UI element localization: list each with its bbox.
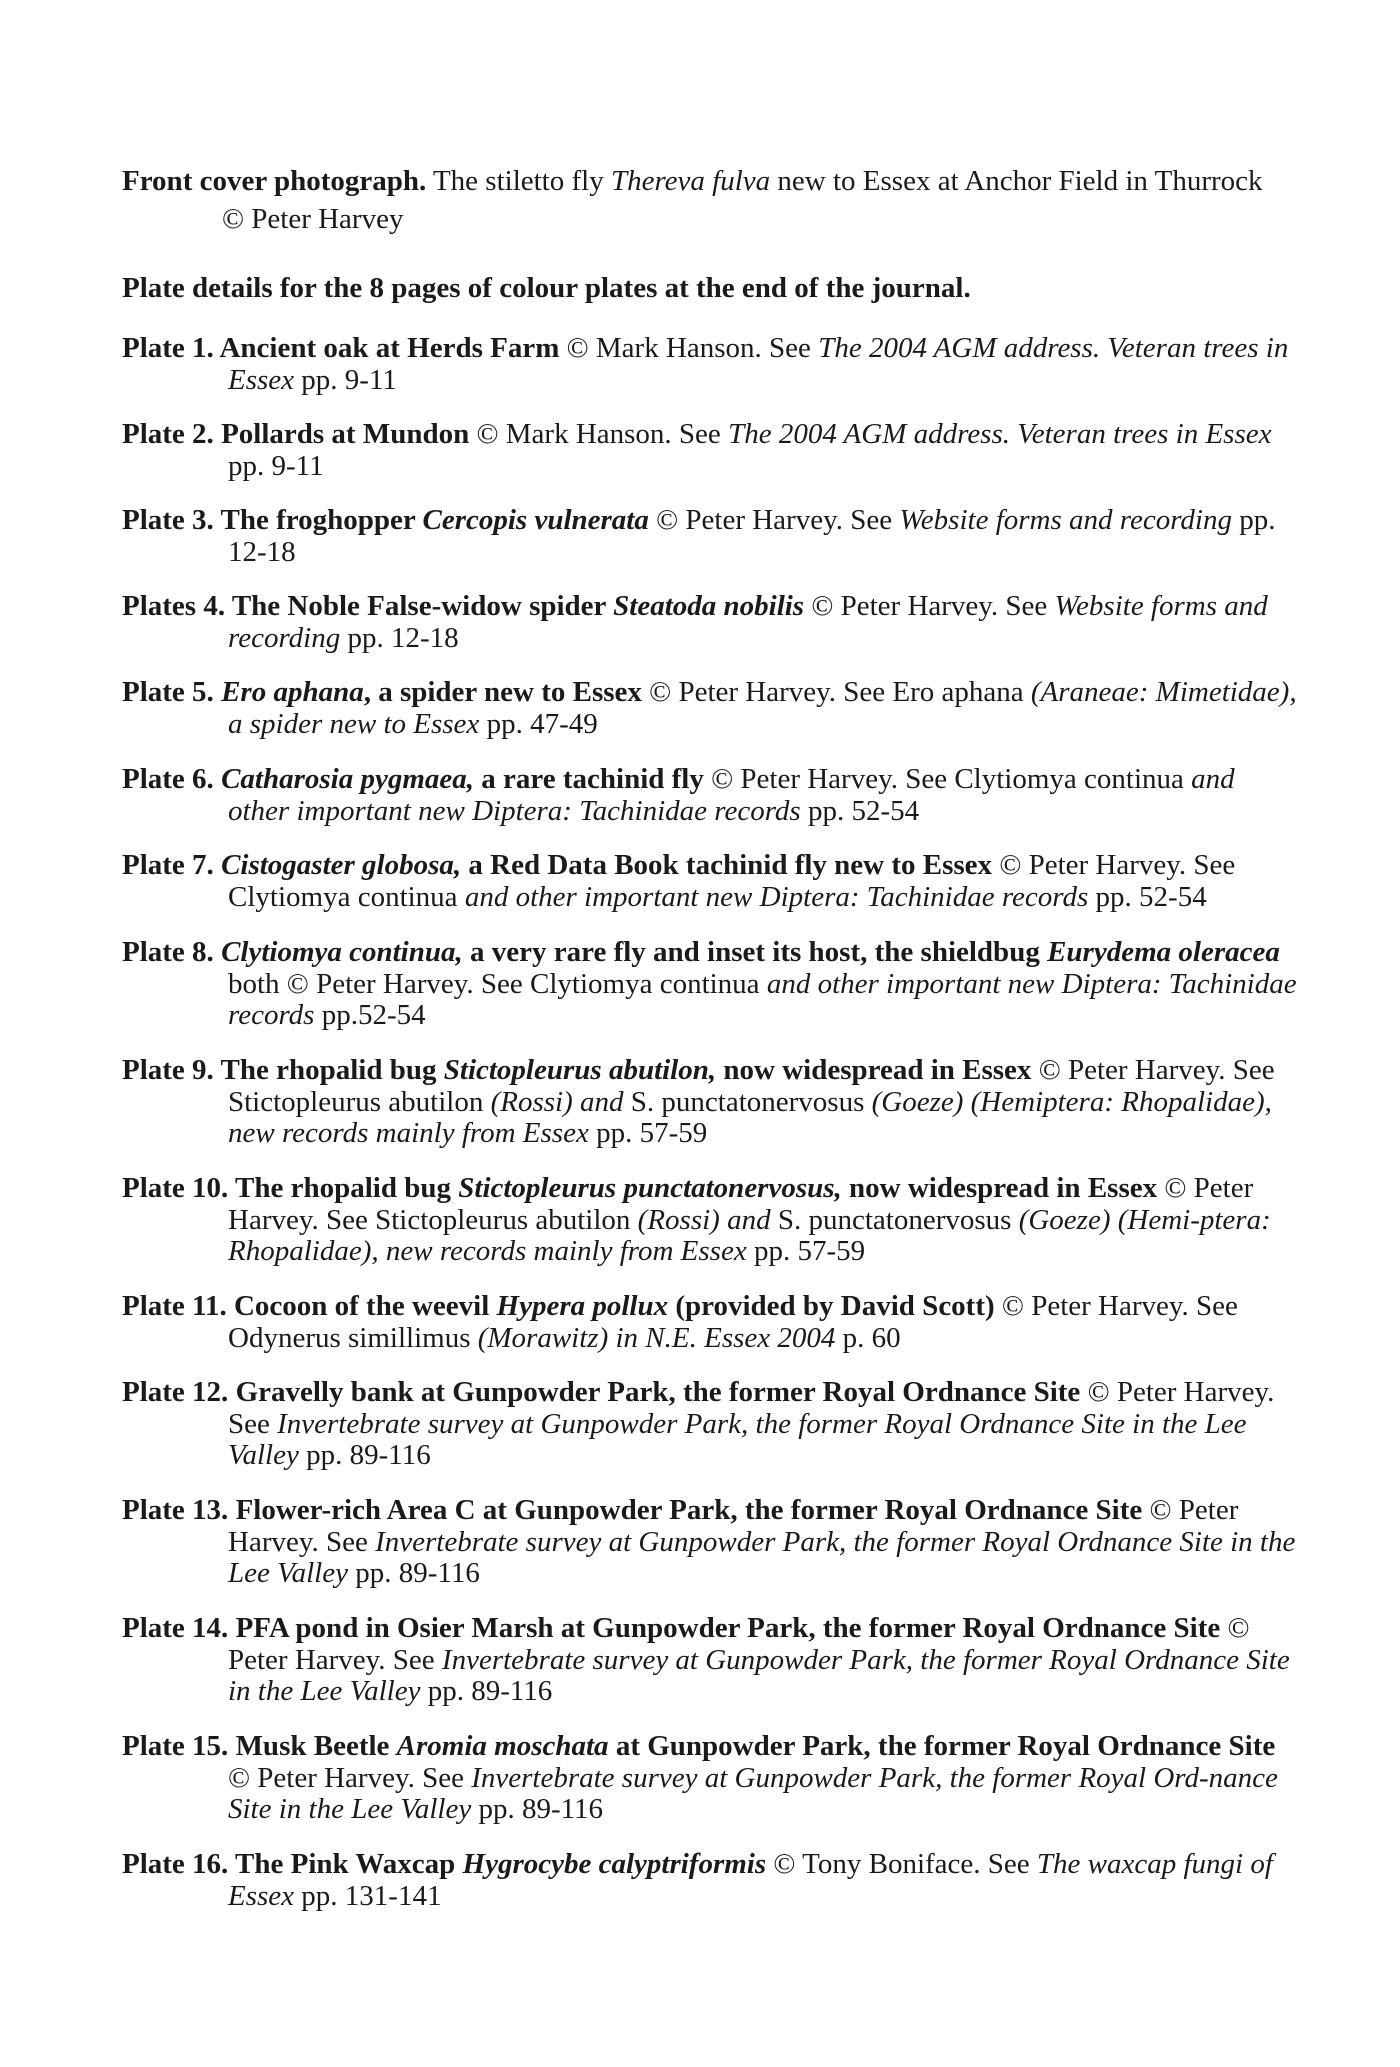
plate-entry xyxy=(122,850,1302,913)
plate-entry xyxy=(122,1613,1302,1708)
plate-text: pp. 52-54 xyxy=(1088,880,1207,913)
cover-species: Thereva fulva xyxy=(610,165,771,197)
plate-text: © Peter Harvey. See Clytiomya continua xyxy=(703,763,1192,795)
plate-text: The Pink Waxcap xyxy=(235,1848,463,1880)
plate-text: The Noble False-widow spider xyxy=(231,590,614,622)
plate-text: S. punctatonervosus xyxy=(770,1203,1019,1236)
plate-text: © Peter Harvey. See Stictopleurus abutilon xyxy=(228,1054,1275,1118)
plate-text: Flower-rich Area C at Gunpowder Park, the former Royal Ordnance Site xyxy=(235,1494,1143,1526)
plate-entry xyxy=(122,677,1302,740)
plate-text: pp. 131-141 xyxy=(294,1879,442,1912)
plate-text: pp. 9-11 xyxy=(294,363,397,396)
plate-text: © Peter Harvey. See xyxy=(804,590,1055,622)
plate-text: a rare tachinid fly xyxy=(474,763,704,795)
plate-text: Catharosia pygmaea, xyxy=(221,763,475,795)
plate-text: (Goeze) (Hemi-ptera: Rhopalidae), new records mainly from Essex xyxy=(228,1203,1271,1267)
plate-text: (Goeze) (Hemiptera: Rhopalidae), new records mainly from Essex xyxy=(228,1085,1272,1149)
plate-number: Plate 8. xyxy=(122,936,222,968)
plate-text: PFA pond in Osier Marsh at Gunpowder Park, the former Royal Ordnance Site xyxy=(235,1612,1221,1644)
plate-text: (Rossi) and xyxy=(490,1085,624,1118)
plate-text: Aromia moschata xyxy=(396,1730,609,1762)
plate-number: Plate 5. xyxy=(122,676,222,708)
plate-text: © Peter Harvey. See xyxy=(228,1761,472,1794)
plate-text: The froghopper xyxy=(220,504,423,536)
plate-number: Plates 4. xyxy=(122,590,232,622)
plate-text: Steatoda nobilis xyxy=(613,590,805,622)
plate-text: Gravelly bank at Gunpowder Park, the former Royal Ordnance Site xyxy=(235,1376,1081,1408)
plate-number: Plate 1. xyxy=(122,332,220,364)
plate-number: Plate 10. xyxy=(122,1172,236,1204)
plate-text: a Red Data Book tachinid fly new to Essex xyxy=(461,849,993,881)
plate-entry xyxy=(122,505,1302,568)
plate-text: Invertebrate survey at Gunpowder Park, the former Royal Ordnance Site in the Lee Valley xyxy=(228,1643,1290,1707)
cover-credit: © Peter Harvey xyxy=(222,203,404,235)
plate-text: Cocoon of the weevil xyxy=(233,1290,497,1322)
plate-text: pp. 57-59 xyxy=(746,1235,866,1267)
plate-text: © Peter Harvey. See xyxy=(228,1612,1250,1676)
plate-entry xyxy=(122,591,1302,654)
plate-number: Plate 3. xyxy=(122,504,221,536)
cover-line-1 xyxy=(122,162,1302,200)
plate-text: Ero aphana xyxy=(221,676,364,708)
plate-text: pp. 9-11 xyxy=(228,449,324,482)
plate-text: and other important new Diptera: Tachinidae records xyxy=(228,763,1235,827)
cover-text: The stiletto fly xyxy=(426,165,611,197)
plate-text: Clytiomya continua, xyxy=(221,936,463,968)
plate-text: pp. 89-116 xyxy=(298,1439,431,1471)
plate-text: pp. 47-49 xyxy=(479,707,598,740)
plate-text: Cercopis vulnerata xyxy=(422,504,649,536)
plate-details-heading: Plate details for the 8 pages of colour plates at the end of the journal. xyxy=(122,272,971,304)
plate-number: Plate 11. xyxy=(122,1290,234,1322)
plate-text: The rhopalid bug xyxy=(235,1172,459,1204)
plate-text: S. punctatonervosus xyxy=(623,1085,872,1118)
plate-text: Website forms and recording xyxy=(228,590,1268,654)
plate-text: The rhopalid bug xyxy=(220,1054,444,1086)
plate-number: Plate 12. xyxy=(122,1376,236,1408)
plate-text: now widespread in Essex xyxy=(841,1172,1158,1204)
plate-text: Stictopleurus abutilon, xyxy=(443,1054,717,1086)
plate-text: pp. 12-18 xyxy=(340,621,459,654)
cover-text-2: new to Essex at Anchor Field in Thurrock xyxy=(770,165,1263,197)
plate-entry xyxy=(122,1849,1302,1912)
plate-number: Plate 15. xyxy=(122,1730,236,1762)
plate-entry xyxy=(122,1377,1302,1472)
plate-entry xyxy=(122,1731,1302,1826)
plate-text: pp. 89-116 xyxy=(347,1557,480,1589)
plate-entry xyxy=(122,333,1302,396)
plate-number: Plate 13. xyxy=(122,1494,236,1526)
front-cover-caption xyxy=(122,162,1302,238)
plate-entry xyxy=(122,1495,1302,1590)
plate-text: (provided by David Scott) xyxy=(668,1290,995,1322)
plate-number: Plate 16. xyxy=(122,1848,236,1880)
plate-text: (Araneae: Mimetidae), a spider new to Essex xyxy=(228,676,1297,740)
plate-text: p. 60 xyxy=(835,1321,901,1354)
plate-text: Website forms and recording xyxy=(899,504,1232,536)
plate-text: Cistogaster globosa, xyxy=(221,849,462,881)
plate-text: © Peter Harvey. See xyxy=(228,1494,1239,1558)
plate-text: pp. 57-59 xyxy=(588,1117,708,1149)
plate-text: The waxcap fungi of Essex xyxy=(228,1848,1273,1912)
plate-text: Hygrocybe calyptriformis xyxy=(462,1848,767,1880)
plate-text: at Gunpowder Park, the former Royal Ordnance Site xyxy=(608,1730,1276,1762)
cover-label: Front cover photograph. xyxy=(122,165,427,197)
plate-text: Invertebrate survey at Gunpowder Park, the former Royal Ordnance Site in the Lee Valley xyxy=(228,1525,1296,1589)
plate-text: Stictopleurus punctatonervosus, xyxy=(458,1172,842,1204)
plate-text: © Peter Harvey. See Clytiomya continua xyxy=(228,849,1236,913)
plate-entry xyxy=(122,764,1302,827)
plate-number: Plate 7. xyxy=(122,849,222,881)
plate-text: a very rare fly and inset its host, the shieldbug xyxy=(462,936,1048,968)
plate-text: pp. 12-18 xyxy=(228,504,1276,568)
plate-number: Plate 14. xyxy=(122,1612,236,1644)
plate-text: and other important new Diptera: Tachinidae records xyxy=(228,967,1297,1031)
plate-entry xyxy=(122,419,1302,482)
plate-entry xyxy=(122,1291,1302,1354)
plate-text: Hypera pollux xyxy=(496,1290,669,1322)
plate-entry xyxy=(122,937,1302,1032)
plate-text: (Morawitz) in N.E. Essex 2004 xyxy=(477,1321,836,1354)
plate-text: pp.52-54 xyxy=(314,999,426,1031)
plate-text: © Peter Harvey. See xyxy=(228,1376,1275,1440)
plate-text: © Mark Hanson. See xyxy=(469,418,729,450)
plate-text: pp. 89-116 xyxy=(420,1675,553,1707)
plate-number: Plate 6. xyxy=(122,763,222,795)
plate-number: Plate 2. xyxy=(122,418,222,450)
plate-text: Eurydema oleracea xyxy=(1047,936,1280,968)
plate-text: © Peter Harvey. See Odynerus simillimus xyxy=(228,1290,1238,1354)
plate-text: © Peter Harvey. See Ero aphana xyxy=(641,676,1031,708)
plate-text: © Mark Hanson. See xyxy=(559,332,819,364)
plate-text: Invertebrate survey at Gunpowder Park, the former Royal Ordnance Site in the Lee Valley xyxy=(228,1407,1247,1471)
plate-text: pp. 52-54 xyxy=(800,794,920,827)
plate-entry xyxy=(122,1055,1302,1150)
plate-text: Pollards at Mundon xyxy=(221,418,470,450)
plate-text: Invertebrate survey at Gunpowder Park, the former Royal Ord-nance Site in the Lee Valley xyxy=(228,1761,1278,1825)
plate-text: now widespread in Essex xyxy=(716,1054,1032,1086)
plate-text: © Peter Harvey. See xyxy=(648,504,900,536)
plate-text: (Rossi) and xyxy=(637,1203,771,1236)
plate-text: Ancient oak at Herds Farm xyxy=(219,332,560,364)
plate-text: The 2004 AGM address. Veteran trees in Essex xyxy=(228,332,1289,396)
plate-text: The 2004 AGM address. Veteran trees in Essex xyxy=(728,418,1272,450)
plate-text: pp. 89-116 xyxy=(471,1793,604,1825)
plate-text: © Tony Boniface. See xyxy=(766,1848,1037,1880)
plate-text: both © Peter Harvey. See Clytiomya continua xyxy=(228,967,767,1000)
plate-number: Plate 9. xyxy=(122,1054,221,1086)
plate-text: © Peter Harvey. See Stictopleurus abutilon xyxy=(228,1172,1254,1236)
plate-text: , a spider new to Essex xyxy=(363,676,642,708)
plate-entry xyxy=(122,1173,1302,1268)
plate-text: Musk Beetle xyxy=(235,1730,397,1762)
plate-text: and other important new Diptera: Tachinidae records xyxy=(464,880,1089,913)
